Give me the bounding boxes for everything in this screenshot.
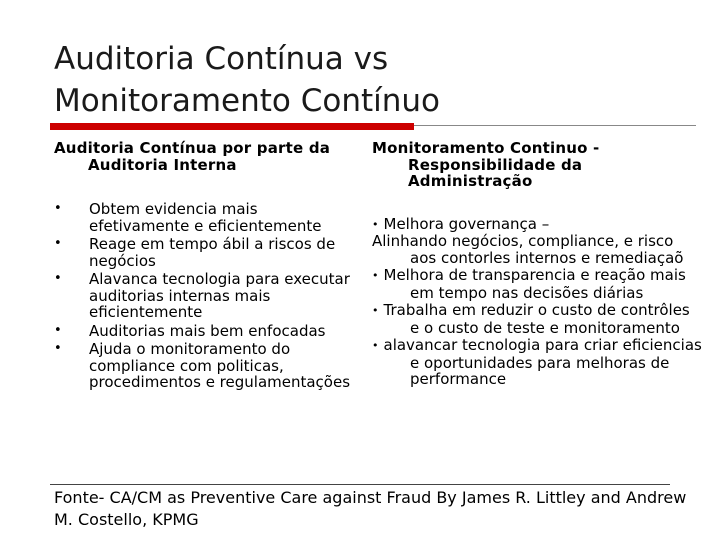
bullet-icon: • (54, 271, 62, 286)
bullet-icon: • (372, 304, 379, 317)
bullet-icon: • (372, 269, 379, 282)
bullet-icon: • (372, 217, 379, 231)
source-divider (50, 484, 670, 485)
right-bullet-list (372, 216, 702, 388)
slide-title-line-2: Monitoramento Contínuo (54, 83, 441, 119)
left-column (54, 140, 354, 393)
source-citation: Fonte- CA/CM as Preventive Care against Fraud By James R. Littley and Andrew M. Costello, KPMG (54, 488, 687, 529)
bullet-icon: • (54, 341, 62, 356)
list-item (54, 271, 354, 321)
list-item (54, 236, 354, 269)
list-item (54, 341, 354, 391)
list-item-text: Trabalha em reduzir o custo de contrôles e o custo de teste e monitoramento (383, 301, 690, 337)
bullet-icon: • (372, 339, 379, 352)
bullet-icon: • (54, 322, 62, 338)
left-bullet-list (54, 201, 354, 391)
list-item (54, 323, 354, 340)
list-item (54, 201, 354, 234)
list-item-text: Auditorias mais bem enfocadas (89, 321, 326, 340)
list-item-text: Melhora de transparencia e reação mais em tempo nas decisões diárias (383, 266, 686, 302)
title-accent-bar (50, 123, 414, 130)
bullet-icon: • (54, 201, 62, 216)
right-column (372, 140, 702, 389)
list-item-continuation: Alinhando negócios, compliance, e risco aos contorles internos e remediaçaõ (372, 232, 684, 267)
list-item (372, 267, 702, 301)
slide-title (54, 38, 694, 122)
list-item-text: Reage em tempo ábil a riscos de negócios (89, 235, 336, 270)
list-item (372, 216, 702, 267)
list-item-text: Ajuda o monitoramento do compliance com politicas, procedimentos e regulamentações (89, 340, 351, 391)
list-item-text: Melhora governança – (383, 214, 550, 233)
bullet-icon: • (54, 236, 62, 251)
list-item-text: Alavanca tecnologia para executar auditorias internas mais eficientemente (89, 270, 350, 321)
slide-title-line-1: Auditoria Contínua vs (54, 41, 389, 77)
list-item (372, 302, 702, 336)
list-item (372, 337, 702, 388)
list-item-text: alavancar tecnologia para criar eficiencias e oportunidades para melhoras de performance (383, 336, 702, 388)
left-column-heading: Auditoria Contínua por parte da Auditoria Interna (54, 139, 331, 174)
right-column-heading: Monitoramento Continuo - Responsibilidade da Administração (372, 139, 600, 190)
list-item-text: Obtem evidencia mais efetivamente e eficientemente (89, 200, 322, 235)
